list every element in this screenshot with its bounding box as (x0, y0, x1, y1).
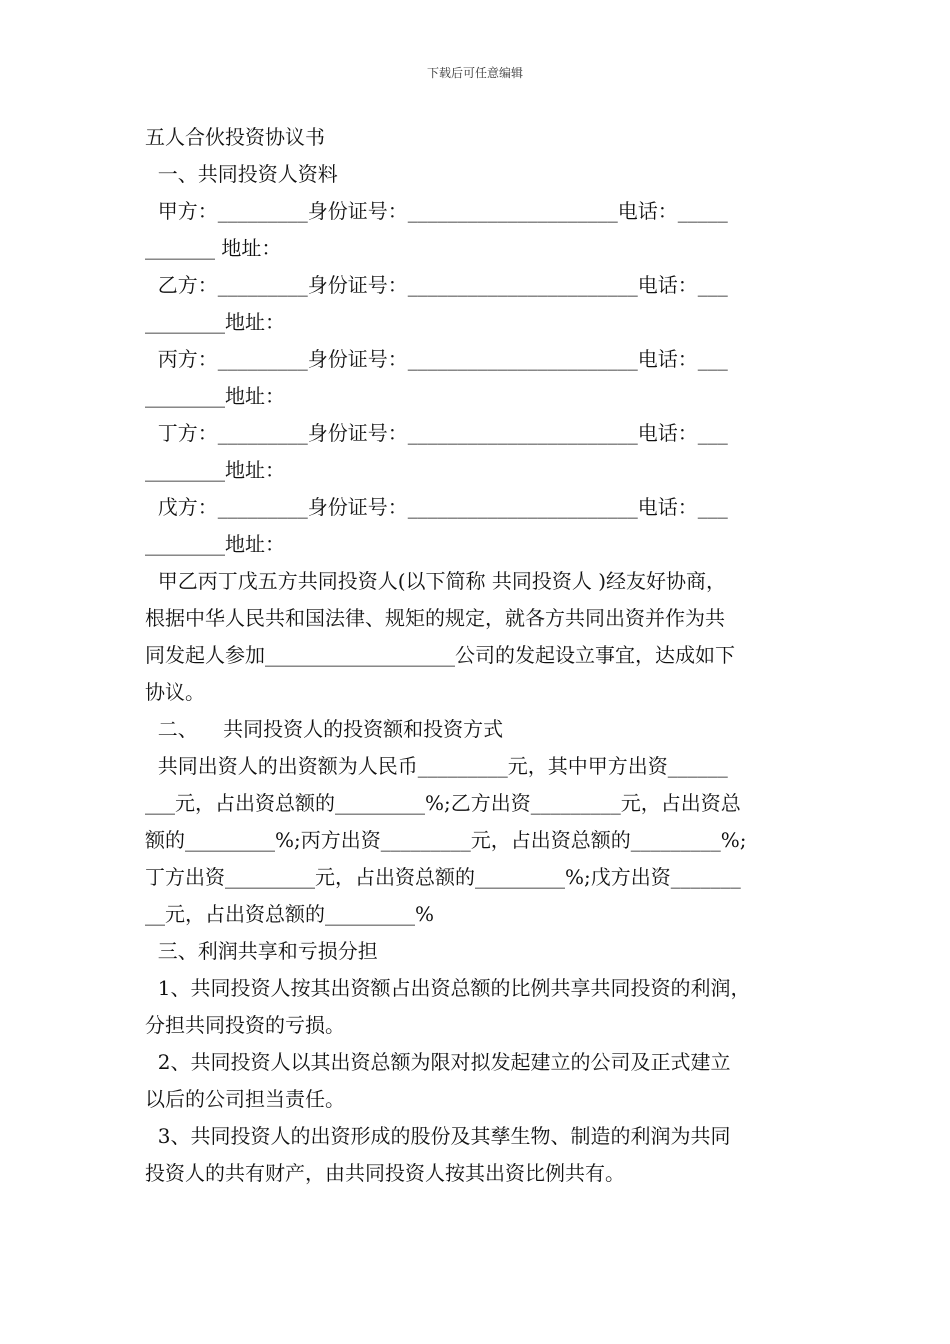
clause-3-line: 3、共同投资人的出资形成的股份及其孳生物、制造的利润为共同 (145, 1124, 731, 1148)
section-heading-2: 二、 共同投资人的投资额和投资方式 (145, 717, 504, 741)
document-title: 五人合伙投资协议书 (145, 125, 325, 149)
party-e-line: 戊方：_________身份证号：_______________________电话：___ (145, 495, 728, 519)
section-heading-1: 一、共同投资人资料 (145, 162, 338, 186)
party-a-address: _______ 地址： (145, 236, 282, 260)
paragraph-line: 根据中华人民共和国法律、规矩的规定，就各方共同出资并作为共 (145, 606, 725, 630)
clause-3-line: 投资人的共有财产，由共同投资人按其出资比例共有。 (145, 1161, 625, 1185)
party-a-line: 甲方：_________身份证号：_____________________电话：_____ (145, 199, 728, 223)
paragraph-line: 协议。 (145, 680, 205, 704)
party-e-address: ________地址： (145, 532, 285, 556)
paragraph-line: 甲乙丙丁戊五方共同投资人(以下简称 共同投资人 )经友好协商， (145, 569, 727, 593)
paragraph-line: 同发起人参加___________________公司的发起设立事宜，达成如下 (145, 643, 735, 667)
paragraph-line: ___元，占出资总额的_________%;乙方出资_________元，占出资总 (145, 791, 741, 815)
paragraph-line: __元，占出资总额的_________% (145, 902, 435, 926)
party-c-line: 丙方：_________身份证号：_______________________电话：___ (145, 347, 728, 371)
page-header-note: 下载后可任意编辑 (426, 66, 523, 80)
party-d-address: ________地址： (145, 458, 285, 482)
clause-1-line: 1、共同投资人按其出资额占出资总额的比例共享共同投资的利润， (145, 976, 751, 1000)
clause-1-line: 分担共同投资的亏损。 (145, 1013, 345, 1037)
paragraph-line: 额的_________%;丙方出资_________元，占出资总额的_________%; (145, 828, 747, 852)
section-heading-3: 三、利润共享和亏损分担 (145, 939, 378, 963)
paragraph-line: 共同出资人的出资额为人民币_________元，其中甲方出资______ (145, 754, 728, 778)
clause-2-line: 以后的公司担当责任。 (145, 1087, 345, 1111)
paragraph-line: 丁方出资_________元，占出资总额的_________%;戊方出资_______ (145, 865, 741, 889)
party-c-address: ________地址： (145, 384, 285, 408)
party-d-line: 丁方：_________身份证号：_______________________电话：___ (145, 421, 728, 445)
party-b-address: ________地址： (145, 310, 285, 334)
clause-2-line: 2、共同投资人以其出资总额为限对拟发起建立的公司及正式建立 (145, 1050, 731, 1074)
party-b-line: 乙方：_________身份证号：_______________________电话：___ (145, 273, 728, 297)
